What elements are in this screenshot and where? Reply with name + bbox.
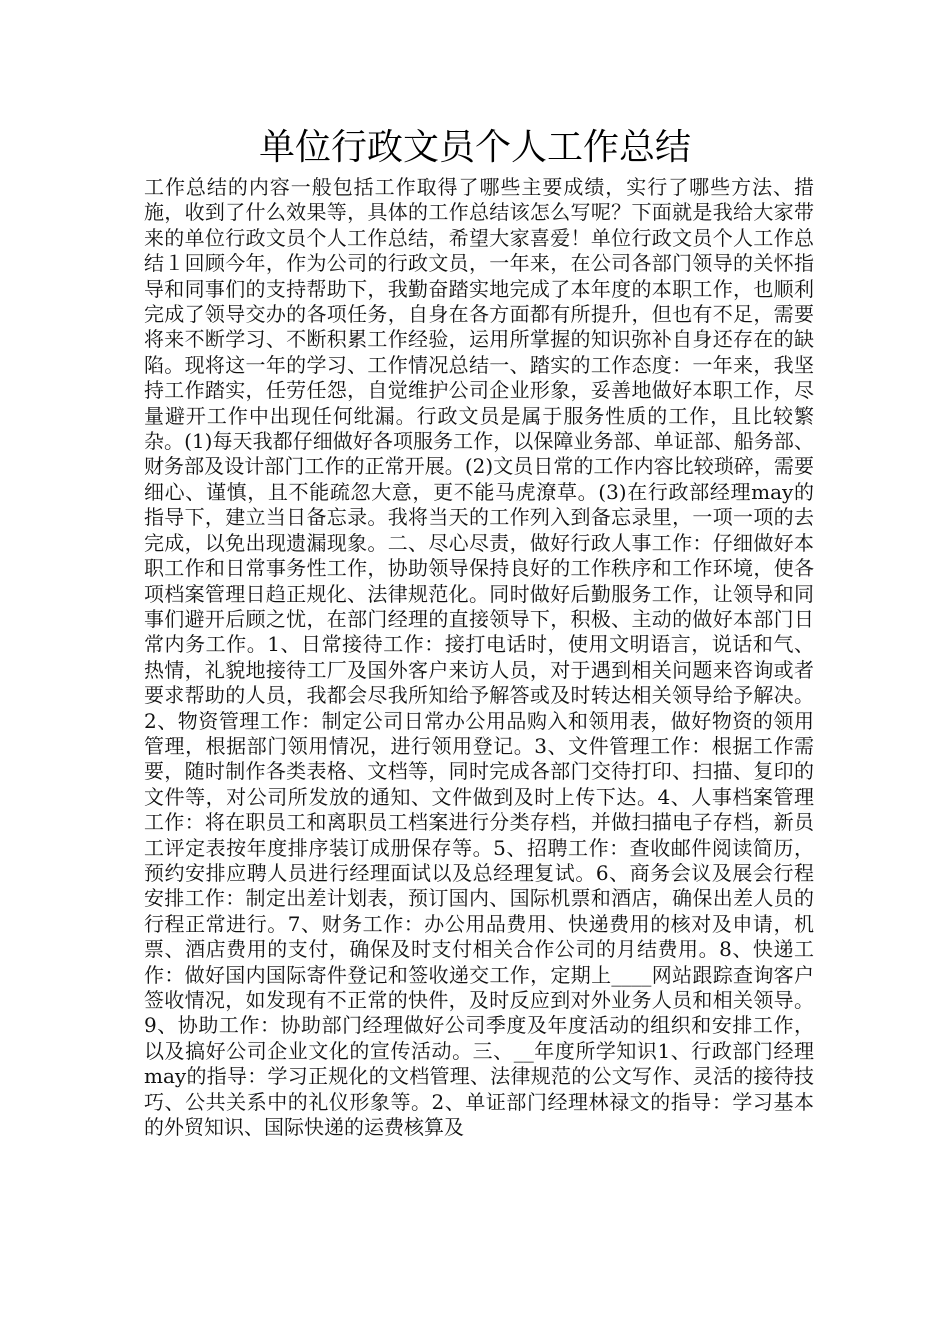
document-body: 工作总结的内容一般包括工作取得了哪些主要成绩，实行了哪些方法、措施，收到了什么效果等，具体的工作总结该怎么写呢？下面就是我给大家带来的单位行政文员个人工作总结，希望大家喜爱！单位行政文员个人工作总结１回顾今年，作为公司的行政文员，一年来，在公司各部门领导的关怀指导和同事们的支持帮助下，我勤奋踏实地完成了本年度的本职工作，也顺利完成了领导交办的各项任务，自身在各方面都有所提升，但也有不足，需要将来不断学习、不断积累工作经验，运用所掌握的知识弥补自身还存在的缺陷。现将这一年的学习、工作情况总结一、踏实的工作态度：一年来，我坚持工作踏实，任劳任怨，自觉维护公司企业形象，妥善地做好本职工作，尽量避开工作中出现任何纰漏。行政文员是属于服务性质的工作，且比较繁杂。(1)每天我都仔细做好各项服务工作，以保障业务部、单证部、船务部、财务部及设计部门工作的正常开展。(2)文员日常的工作内容比较琐碎，需要细心、谨慎，且不能疏忽大意，更不能马虎潦草。(3)在行政部经理may的指导下，建立当日备忘录。我将当天的工作列入到备忘录里，一项一项的去完成，以免出现遗漏现象。二、尽心尽责，做好行政人事工作：仔细做好本职工作和日常事务性工作，协助领导保持良好的工作秩序和工作环境，使各项档案管理日趋正规化、法律规范化。同时做好后勤服务工作，让领导和同事们避开后顾之忧，在部门经理的直接领导下，积极、主动的做好本部门日常内务工作。1、日常接待工作：接打电话时，使用文明语言，说话和气、热情，礼貌地接待工厂及国外客户来访人员，对于遇到相关问题来咨询或者要求帮助的人员，我都会尽我所知给予解答或及时转达相关领导给予解决。2、物资管理工作：制定公司日常办公用品购入和领用表，做好物资的领用管理，根据部门领用情况，进行领用登记。3、文件管理工作：根据工作需要，随时制作各类表格、文档等，同时完成各部门交待打印、扫描、复印的文件等，对公司所发放的通知、文件做到及时上传下达。4、人事档案管理工作：将在职员工和离职员工档案进行分类存档，并做扫描电子存档，新员工评定表按年度排序装订成册保存等。5、招聘工作：查收邮件阅读简历，预约安排应聘人员进行经理面试以及总经理复试。6、商务会议及展会行程安排工作：制定出差计划表，预订国内、国际机票和酒店，确保出差人员的行程正常进行。7、财务工作：办公用品费用、快递费用的核对及申请，机票、酒店费用的支付，确保及时支付相关合作公司的月结费用。8、快递工作：做好国内国际寄件登记和签收递交工作，定期上____网站跟踪查询客户签收情况，如发现有不正常的快件，及时反应到对外业务人员和相关领导。9、协助工作：协助部门经理做好公司季度及年度活动的组织和安排工作，以及搞好公司企业文化的宣传活动。三、__年度所学知识1、行政部门经理may的指导：学习正规化的文档管理、法律规范的公文写作、灵活的接待技巧、公共关系中的礼仪形象等。2、单证部门经理林禄文的指导：学习基本的外贸知识、国际快递的运费核算及	[144, 175, 814, 1140]
document-title: 单位行政文员个人工作总结	[258, 127, 691, 168]
